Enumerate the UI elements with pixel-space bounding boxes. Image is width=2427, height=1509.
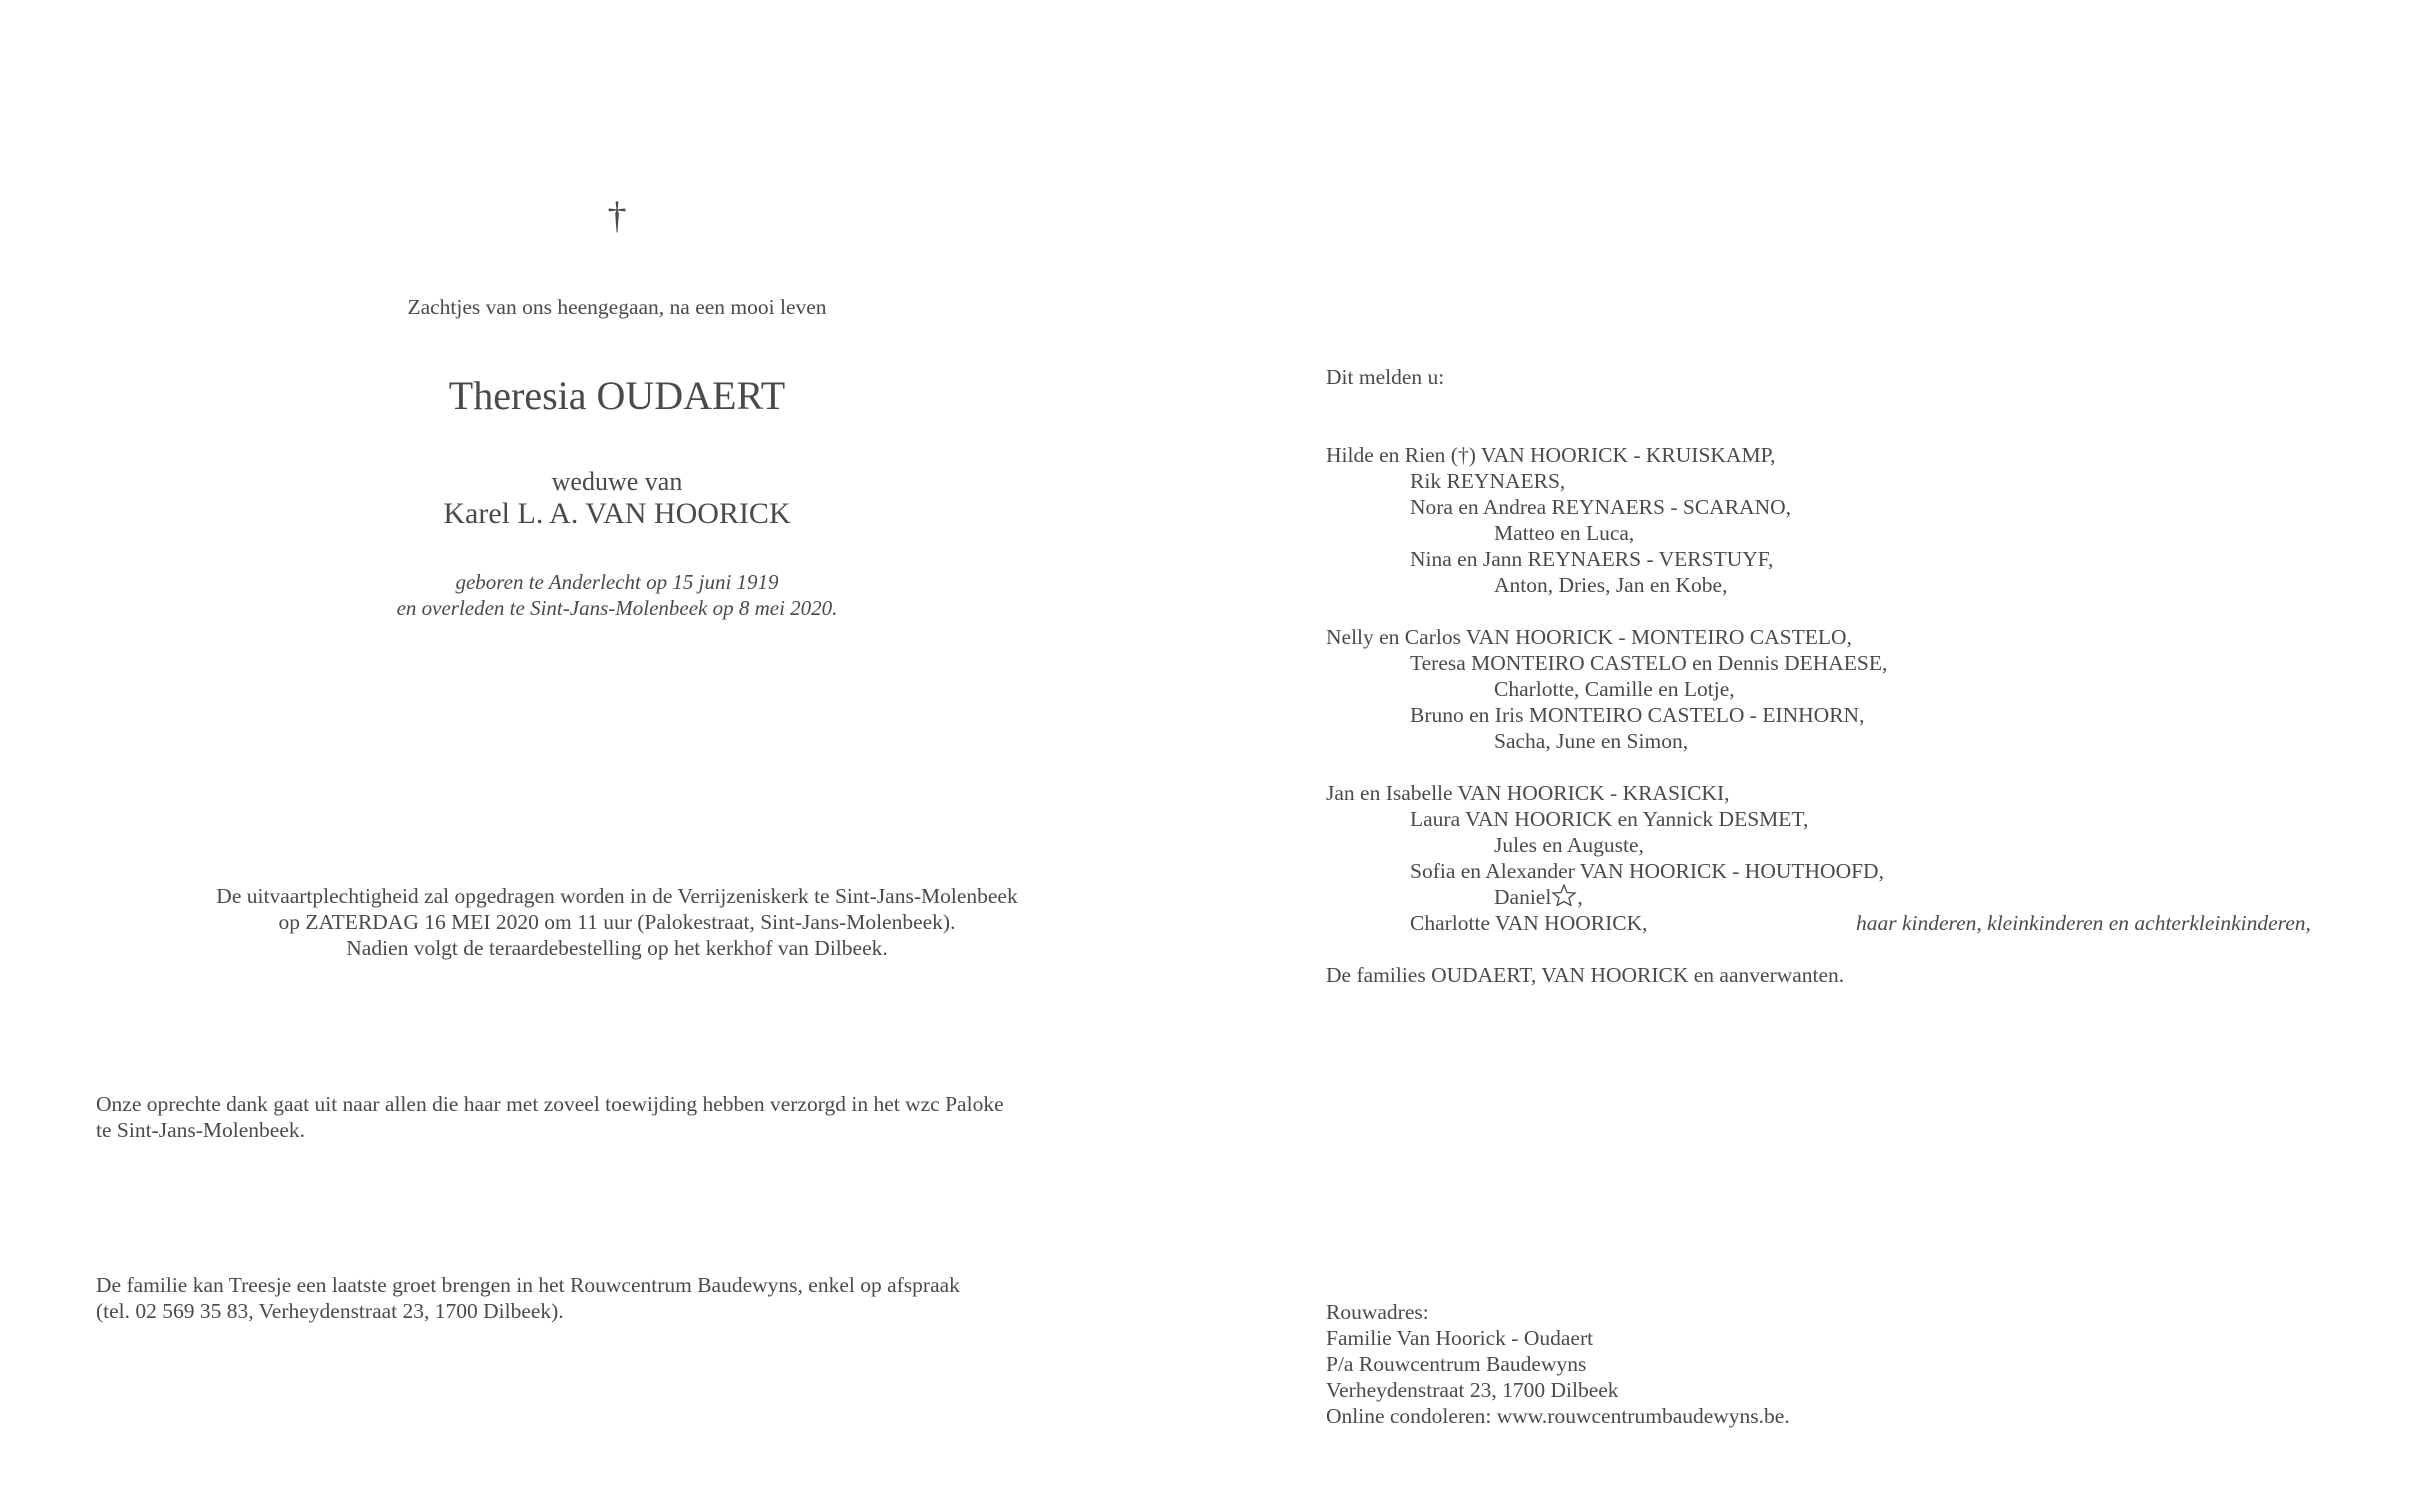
family-list — [1326, 442, 1887, 988]
family-2-grandchildren: Sacha, June en Simon, — [1494, 729, 1689, 753]
star-icon — [1551, 884, 1577, 906]
widow-of-label: weduwe van — [551, 467, 683, 496]
family-3-grandchild-star — [1326, 884, 1887, 910]
address-line: Familie Van Hoorick - Oudaert — [1326, 1326, 1594, 1350]
mourning-address — [1326, 1299, 1790, 1429]
announce-label: Dit melden u: — [1326, 365, 1445, 389]
funeral-line-3: Nadien volgt de teraardebestelling op het kerkhof van Dilbeek. — [346, 936, 888, 960]
grandchild-name: Daniel — [1494, 885, 1552, 909]
visit-line-1: De familie kan Treesje een laatste groet brengen in het Rouwcentrum Baudewyns, enkel op afspraak — [96, 1273, 960, 1297]
family-1-grandchildren: Anton, Dries, Jan en Kobe, — [1494, 573, 1728, 597]
spouse-name: Karel L. A. VAN HOORICK — [443, 497, 791, 530]
address-line: P/a Rouwcentrum Baudewyns — [1326, 1352, 1587, 1376]
grandchild-suffix: , — [1577, 885, 1583, 909]
family-1-member: Nina en Jann REYNAERS - VERSTUYF, — [1410, 547, 1774, 571]
cross-icon: † — [607, 195, 627, 237]
visit-line-2: (tel. 02 569 35 83, Verheydenstraat 23, 1700 Dilbeek). — [96, 1299, 564, 1323]
funeral-line-1: De uitvaartplechtigheid zal opgedragen worden in de Verrijzeniskerk te Sint-Jans-Molenbeek — [216, 884, 1018, 908]
birth-line: geboren te Anderlecht op 15 juni 1919 — [455, 570, 779, 594]
family-3-member: Sofia en Alexander VAN HOORICK - HOUTHOOFD, — [1410, 859, 1884, 883]
death-line: en overleden te Sint-Jans-Molenbeek op 8 mei 2020. — [396, 596, 838, 620]
family-2-member: Bruno en Iris MONTEIRO CASTELO - EINHORN, — [1410, 703, 1865, 727]
family-3-member: Laura VAN HOORICK en Yannick DESMET, — [1410, 807, 1809, 831]
families-line: De families OUDAERT, VAN HOORICK en aanverwanten. — [1326, 963, 1845, 987]
thanks-line-1: Onze oprechte dank gaat uit naar allen die haar met zoveel toewijding hebben verzorgd in het wzc Paloke — [96, 1092, 1004, 1116]
family-1-grandchildren: Matteo en Luca, — [1494, 521, 1635, 545]
deceased-name: Theresia OUDAERT — [448, 373, 786, 418]
family-1-member: Rik REYNAERS, — [1410, 469, 1566, 493]
family-1-head: Hilde en Rien (†) VAN HOORICK - KRUISKAMP, — [1326, 443, 1776, 467]
family-2-grandchildren: Charlotte, Camille en Lotje, — [1494, 677, 1735, 701]
address-line: Verheydenstraat 23, 1700 Dilbeek — [1326, 1378, 1619, 1402]
family-2-head: Nelly en Carlos VAN HOORICK - MONTEIRO CASTELO, — [1326, 625, 1852, 649]
address-label: Rouwadres: — [1326, 1300, 1429, 1324]
family-2-member: Teresa MONTEIRO CASTELO en Dennis DEHAESE, — [1410, 651, 1888, 675]
intro-text: Zachtjes van ons heengegaan, na een mooi leven — [407, 295, 827, 319]
family-1-member: Nora en Andrea REYNAERS - SCARANO, — [1410, 495, 1791, 519]
signoff-text: haar kinderen, kleinkinderen en achterkleinkinderen, — [1856, 911, 2311, 935]
family-3-member: Charlotte VAN HOORICK, — [1410, 911, 1648, 935]
family-3-grandchildren: Jules en Auguste, — [1494, 833, 1644, 857]
family-3-head: Jan en Isabelle VAN HOORICK - KRASICKI, — [1326, 781, 1730, 805]
thanks-line-2: te Sint-Jans-Molenbeek. — [96, 1118, 305, 1142]
funeral-line-2: op ZATERDAG 16 MEI 2020 om 11 uur (Palokestraat, Sint-Jans-Molenbeek). — [278, 910, 956, 934]
condolence-line: Online condoleren: www.rouwcentrumbaudewyns.be. — [1326, 1404, 1790, 1428]
